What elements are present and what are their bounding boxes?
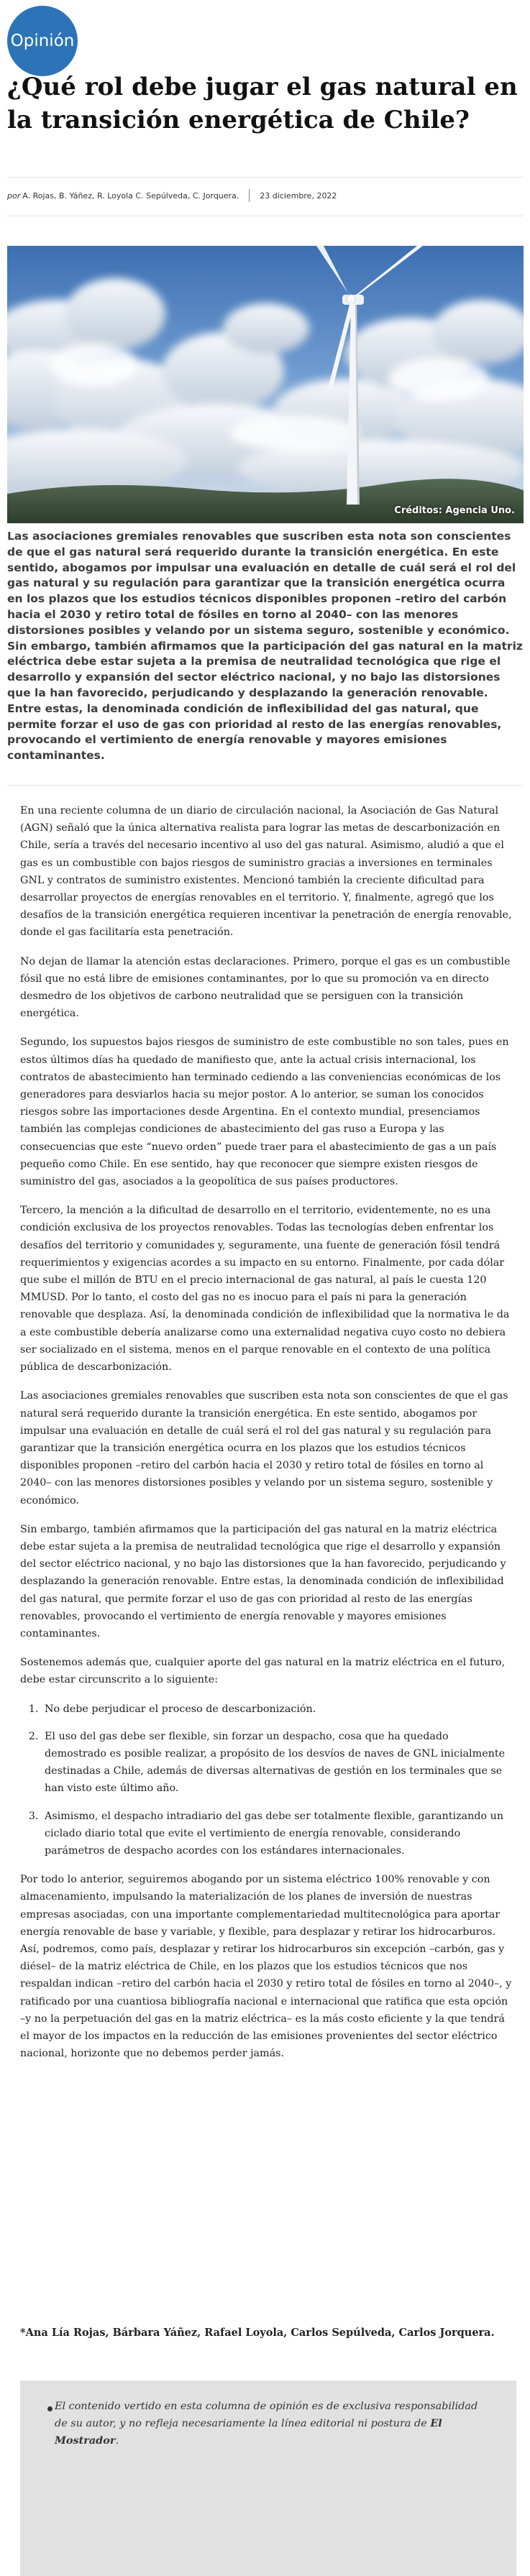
body-paragraph: En una reciente columna de un diario de circulación nacional, la Asociación de Gas Natural (AGN) señaló que la única alternativa realista para lograr las metas de descarbonización en Chile, sería a través del necesario incentivo al uso del gas natural. Asimismo, aludió a que el gas es un combustible con bajos riesgos de suministro gracias a inversiones en terminales GNL y contratos de suministro existentes. Mencionó también la creciente dificultad para desarrollar proyectos de energías renovables en el territorio. Y, finalmente, agregó que los desafíos de la transición energética requieren incentivar la penetración de energía renovable, donde el gas facilitaría esta penetración. <box>20 805 512 939</box>
body-paragraph: Sin embargo, también afirmamos que la participación del gas natural en la matriz eléctrica debe estar sujeta a la premisa de neutralidad tecnológica que rige el desarrollo y expansión del sector eléctrico nacional, y no bajo las distorsiones que la han favorecido, perjudicando y desplazando la generación renovable. Entre estas, la denominada condición de inflexibilidad del gas natural, que permite forzar el uso de gas con prioridad al resto de las energías renovables, provocando el vertimiento de energía renovable y mayores emisiones contaminantes. <box>20 1523 506 1639</box>
byline-prefix: por <box>7 190 21 201</box>
disclaimer-end: . <box>115 2435 119 2447</box>
hero-image <box>7 246 524 523</box>
article-lead: Las asociaciones gremiales renovables que suscriben esta nota son conscientes de que el gas natural será requerido durante la transición energética. En este sentido, abogamos por impulsar una evaluación en detalle de cuál será el rol del gas natural y su regulación para garantizar que la transición energética ocurra en los plazos que los estudios técnicos disponibles proponen –retiro del carbón hacia el 2030 y retiro total de fósiles en torno al 2040– con las menores distorsiones posibles y velando por un sistema seguro, sostenible y económico. Sin embargo, también afirmamos que la participación del gas natural en la matriz eléctrica debe estar sujeta a la premisa de neutralidad tecnológica que rige el desarrollo y expansión del sector eléctrico nacional, y no bajo las distorsiones que la han favorecido, perjudicando y desplazando la generación renovable. Entre estas, la denominada condición de inflexibilidad del gas natural, que permite forzar el uso de gas con prioridad al resto de las energías renovables, provocando el vertimiento de energía renovable y mayores emisiones contaminantes. <box>7 530 523 763</box>
list-item: 1. No debe perjudicar el proceso de descarbonización. <box>42 1701 512 1718</box>
opinion-disclaimer <box>20 2380 516 2576</box>
body-paragraph: Segundo, los supuestos bajos riesgos de suministro de este combustible no son tales, pues en estos últimos días ha quedado de manifiesto que, ante la actual crisis internacional, los contratos de abastecimiento han terminado cediendo a las conveniencias económicas de los generadores para desviarlos hacia su mejor postor. A lo anterior, se suman los conocidos riesgos sobre las importaciones desde Argentina. En el contexto mundial, presenciamos también las complejas condiciones de abastecimiento del gas ruso a Europa y las consecuencias que este “nuevo orden” puede traer para el abastecimiento de gas a un país pequeño como Chile. En ese sentido, hay que reconocer que siempre existen riesgos de suministro del gas, asociados a la geopolítica de sus países productores. <box>20 1036 509 1188</box>
publish-date: 23 diciembre, 2022 <box>260 190 337 201</box>
meta-divider-top <box>7 177 523 178</box>
list-item: 2. El uso del gas debe ser flexible, sin forzar un despacho, cosa que ha quedado demostrado es posible realizar, a propósito de los desvíos de naves de GNL inicialmente destinadas a Chile, además de diversas alternativas de gestión en los terminales que se han visto este último año. <box>42 1728 512 1798</box>
body-paragraph: No dejan de llamar la atención estas declaraciones. Primero, porque el gas es un combustible fósil que no está libre de emisiones contaminantes, por lo que su promoción va en directo desmedro de los objetivos de carbono neutralidad que se persiguen con la transición energética. <box>20 955 511 1020</box>
byline-authors[interactable]: A. Rojas, B. Yáñez, R. Loyola C. Sepúlveda, C. Jorquera. <box>22 190 239 201</box>
closing-paragraph: Por todo lo anterior, seguiremos abogando por un sistema eléctrico 100% renovable y con almacenamiento, impulsando la materialización de los planes de inversión de nuestras empresas asociadas, con una importante complementariedad multitecnológica para aportar energía renovable de base y variable, y flexible, para desplazar y retirar los hidrocarburos. Así, podremos, como país, desplazar y retirar los hidrocarburos sin excepción –carbón, gas y diésel– de la matriz eléctrica de Chile, en los plazos que los estudios técnicos que nos respaldan indican –retiro del carbón hacia el 2030 y retiro total de fósiles en torno al 2040–, y ratificado por una cuantiosa bibliografía nacional e internacional que ratifica que esta opción –y no la perpetuación del gas en la matriz eléctrica– es la más costo eficiente y la que tendrá el mayor de los impactos en la reducción de las emisiones provenientes del sector eléctrico nacional, horizonte que no debemos perder jamás. <box>20 1874 512 2060</box>
body-divider <box>7 785 524 786</box>
article-body <box>20 802 512 2074</box>
category-label: Opinión <box>10 32 75 50</box>
wind-turbine-image <box>7 246 524 523</box>
publication-name: El Mostrador <box>55 2417 442 2447</box>
image-caption: Créditos: Agencia Uno. <box>394 505 515 516</box>
article-meta <box>7 188 337 203</box>
disclaimer-body: El contenido vertido en esta columna de opinión es de exclusiva responsabilidad de su autor, y no refleja necesariamente la línea editorial ni postura de <box>55 2401 478 2429</box>
category-badge[interactable] <box>7 6 78 76</box>
article-title: ¿Qué rol debe jugar el gas natural en la transición energética de Chile? <box>7 73 518 134</box>
list-item: 3. Asimismo, el despacho intradiario del gas debe ser totalmente flexible, garantizando un ciclado diario total que evite el vertimiento de energía renovable, considerando parámetros de despacho acordes con los estándares internacionales. <box>42 1808 512 1860</box>
body-paragraph: Tercero, la mención a la dificultad de desarrollo en el territorio, evidentemente, no es una condición exclusiva de los proyectos renovables. Todas las tecnologías deben enfrentar los desafíos del territorio y comunidades y, seguramente, una fuente de generación fósil tendrá requerimientos y exigencias acordes a su impacto en su entorno. Finalmente, por cada dólar que sube el millón de BTU en el precio internacional de gas natural, al país le cuesta 120 MMUSD. Por lo tanto, el costo del gas no es inocuo para el país ni para la generación renovable que desplaza. Así, la denominada condición de inflexibilidad que la normativa le da a este combustible debería analizarse como una externalidad negativa cuyo costo no debiera ser socializado en el sistema, menos en el parque renovable en el contexto de una política pública de descarbonización. <box>20 1205 510 1374</box>
author-signature: *Ana Lía Rojas, Bárbara Yáñez, Rafael Loyola, Carlos Sepúlveda, Carlos Jorquera. <box>20 2327 495 2339</box>
body-paragraph: Sostenemos además que, cualquier aporte del gas natural en la matriz eléctrica en el futuro, debe estar circunscrito a lo siguiente: <box>20 1657 506 1686</box>
body-paragraph: Las asociaciones gremiales renovables que suscriben esta nota son conscientes de que el gas natural será requerido durante la transición energética. En este sentido, abogamos por impulsar una evaluación en detalle de cuál será el rol del gas natural y su regulación para garantizar que la transición energética ocurra en los plazos que los estudios técnicos disponibles proponen –retiro del carbón hacia el 2030 y retiro total de fósiles en torno al 2040– con las menores distorsiones posibles y velando por un sistema seguro, sostenible y económico. <box>20 1390 508 1506</box>
meta-separator <box>249 189 250 202</box>
disclaimer-text <box>55 2398 488 2450</box>
bullet-icon <box>47 2406 52 2411</box>
conditions-list <box>20 1701 512 1860</box>
